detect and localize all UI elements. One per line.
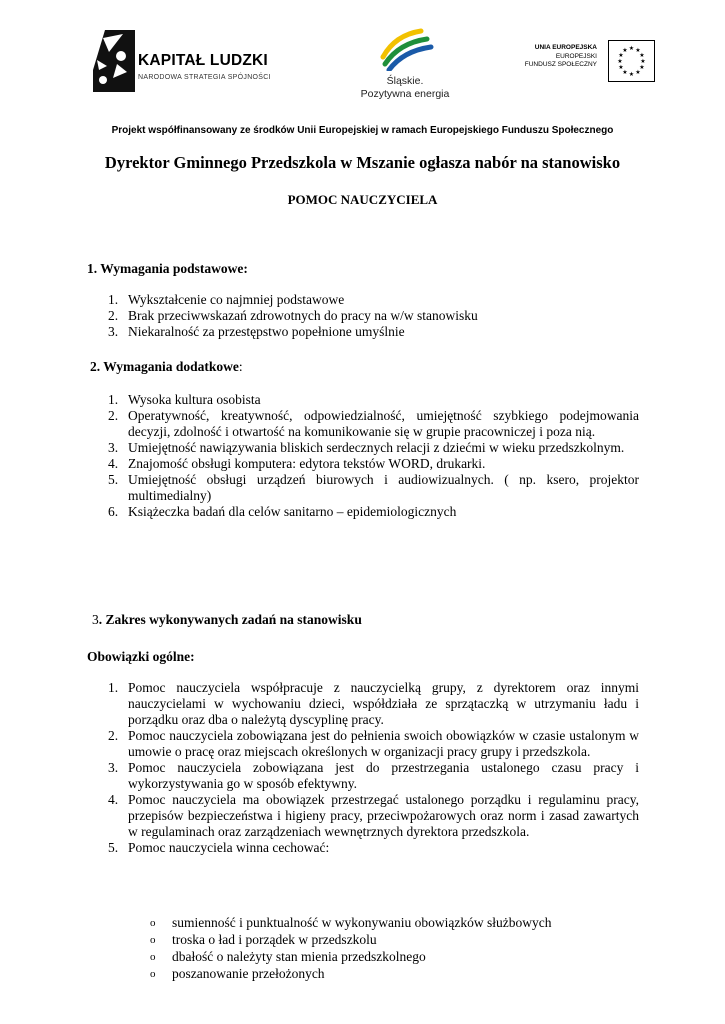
svg-text:★: ★ <box>618 64 624 71</box>
eu-line2: EUROPEJSKI <box>555 53 597 60</box>
slaskie-line1: Śląskie. <box>386 75 424 87</box>
list-item: 2. Brak przeciwwskazań zdrowotnych do pracy na w/w stanowisku <box>108 308 478 323</box>
page-title: Dyrektor Gminnego Przedszkola w Mszanie ogłasza nabór na stanowisko <box>104 153 621 172</box>
svg-text:★: ★ <box>622 47 628 54</box>
svg-text:★: ★ <box>635 47 641 54</box>
list-item: o sumienność i punktualność w wykonywaniu obowiązków służbowych <box>150 915 552 930</box>
svg-text:★: ★ <box>618 52 624 59</box>
position-title: POMOC NAUCZYCIELA <box>287 192 438 207</box>
slaskie-logo <box>355 25 455 105</box>
list-item: 1. Pomoc nauczyciela współpracuje z nauczycielką grupy, z dyrektorem oraz innymi nauczycielami w wychowaniu dzieci, współdziała ze sprzątaczką w utrzymaniu ładu i porządku oraz dba o należytą dyscyplinę pracy. <box>108 680 639 727</box>
duties-heading: Obowiązki ogólne: <box>87 649 195 664</box>
bullet-icon: o <box>150 951 156 963</box>
section3-list <box>108 680 639 856</box>
list-item: 2. Operatywność, kreatywność, odpowiedzialność, umiejętność szybkiego podejmowania decyzji, zdolność i otwartość na komunikowanie się w grupie pracowniczej i poza nią. <box>108 408 639 439</box>
section3-heading: 3. Zakres wykonywanych zadań na stanowisku <box>92 612 362 627</box>
list-item: 5. Pomoc nauczyciela winna cechować: <box>108 840 330 855</box>
bullet-icon: o <box>150 968 156 980</box>
svg-text:★: ★ <box>639 52 645 59</box>
svg-text:★: ★ <box>622 69 628 76</box>
section2-heading: 2. Wymagania dodatkowe: <box>90 359 243 374</box>
list-item: 3. Umiejętność nawiązywania bliskich serdecznych relacji z dziećmi w wieku przedszkolnym. <box>108 440 625 455</box>
list-item: 6. Książeczka badań dla celów sanitarno – epidemiologicznych <box>108 504 457 519</box>
eu-flag-icon <box>608 40 655 82</box>
svg-text:★: ★ <box>628 45 635 52</box>
bullet-icon: o <box>150 934 156 946</box>
traits-list <box>150 914 630 982</box>
eu-line1: UNIA EUROPEJSKA <box>534 44 597 51</box>
section1-heading: 1. Wymagania podstawowe: <box>87 261 248 276</box>
cofinancing-note: Projekt współfinansowany ze środków Unii Europejskiej w ramach Europejskiego Funduszu Społecznego <box>111 125 614 136</box>
slaskie-waves-icon <box>375 27 435 71</box>
svg-text:★: ★ <box>635 69 641 76</box>
svg-text:★: ★ <box>617 58 623 65</box>
list-item: o troska o ład i porządek w przedszkolu <box>150 932 377 947</box>
list-item: o poszanowanie przełożonych <box>150 966 325 981</box>
svg-text:★: ★ <box>639 64 645 71</box>
logo-header <box>0 20 725 110</box>
svg-text:★: ★ <box>640 58 646 65</box>
bullet-icon: o <box>150 917 156 929</box>
list-item: 1. Wysoka kultura osobista <box>108 392 261 407</box>
list-item: 3. Niekaralność za przestępstwo popełnione umyślnie <box>108 324 405 339</box>
list-item: o dbałość o należyty stan mienia przedszkolnego <box>150 949 426 964</box>
list-item: 5. Umiejętność obsługi urządzeń biurowych i audiowizualnych. ( np. ksero, projektor multimedialny) <box>108 472 639 503</box>
svg-text:★: ★ <box>628 71 635 78</box>
list-item: 3. Pomoc nauczyciela zobowiązana jest do przestrzegania ustalonego czasu pracy i wykorzystywania go w sposób efektywny. <box>108 760 639 791</box>
list-item: 1. Wykształcenie co najmniej podstawowe <box>108 292 345 307</box>
kapital-ludzki-emblem-icon <box>93 30 135 92</box>
eu-line3: FUNDUSZ SPOŁECZNY <box>524 61 597 68</box>
kapital-ludzki-title: KAPITAŁ LUDZKI <box>138 52 268 69</box>
slaskie-line2: Pozytywna energia <box>360 88 450 100</box>
eu-logo <box>525 40 655 90</box>
section2-list <box>108 392 639 520</box>
list-item: 4. Znajomość obsługi komputera: edytora tekstów WORD, drukarki. <box>108 456 486 471</box>
kapital-ludzki-logo <box>93 30 283 95</box>
list-item: 4. Pomoc nauczyciela ma obowiązek przestrzegać ustalonego porządku i regulaminu pracy, przepisów bezpieczeństwa i higieny pracy, przeciwpożarowych oraz norm i zasad zawartych w regulaminach oraz zarządzeniach wewnętrznych dyrektora przedszkola. <box>108 792 639 839</box>
section1-list <box>108 292 638 340</box>
kapital-ludzki-subtitle: NARODOWA STRATEGIA SPÓJNOŚCI <box>138 74 271 81</box>
list-item: 2. Pomoc nauczyciela zobowiązana jest do pełnienia swoich obowiązków w czasie ustalonym w umowie o pracę oraz miejscach określonych w organizacji pracy grupy i przedszkola. <box>108 728 639 759</box>
